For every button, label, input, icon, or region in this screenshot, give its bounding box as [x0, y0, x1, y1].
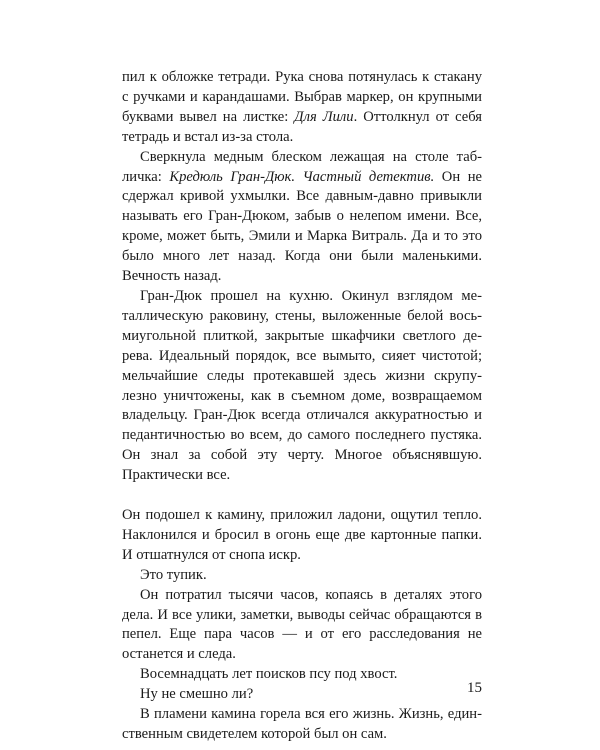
paragraph	[122, 287, 482, 486]
paragraph-text: В пламени камина горела вся его жизнь. Жизнь, единственным свидетелем которой был он сам.	[122, 706, 482, 742]
paragraph-text: Это тупик.	[140, 566, 207, 583]
paragraph-text: пил к обложке тетради. Рука снова потянулась к стакану с ручками и карандашами. Выбрав маркер, он крупными буквами вывел на листке:	[122, 69, 482, 125]
paragraph-text: Он потратил тысячи часов, копаясь в деталях этого дела. И все улики, заметки, выводы сейчас обращаются в пепел. Еще пара часов — и от его расследования не останется и следа.	[122, 586, 482, 663]
paragraph	[122, 506, 482, 566]
paragraph-text: Ну не смешно ли?	[140, 686, 254, 703]
page-number: 15	[467, 680, 482, 696]
paragraph	[122, 148, 482, 287]
italic-text: Кредюль Гран-Дюк. Частный детектив.	[169, 168, 435, 185]
paragraph	[122, 68, 482, 148]
paragraph	[122, 566, 482, 586]
italic-text: Для Лили	[294, 108, 354, 125]
paragraph	[122, 665, 482, 685]
paragraph-text: Восемнадцать лет поисков псу под хвост.	[140, 666, 398, 683]
paragraph-text: Он подошел к камину, приложил ладони, ощутил тепло. Наклонился и бросил в огонь еще две картонные папки. И отшатнулся от снопа искр.	[122, 507, 482, 563]
book-page-text	[122, 68, 482, 745]
paragraph-text: Сверкнула медным блеском лежащая на столе табличка:	[122, 148, 482, 185]
paragraph	[122, 685, 482, 705]
paragraph-text: Он не сдержал кривой ухмылки. Все давным-давно привыкли называть его Гран-Дюком, забыв о нелепом имени. Все, кроме, может быть, Эмили и Марка Витраль. Да и то это было много лет назад. Когда они были маленькими. Вечность назад.	[122, 168, 483, 285]
paragraph	[122, 705, 482, 745]
section-break	[122, 486, 482, 506]
paragraph-text: . Оттолкнул от себя тетрадь и встал из-за стола.	[122, 108, 483, 145]
paragraph	[122, 586, 482, 666]
paragraph-text: Гран-Дюк прошел на кухню. Окинул взглядом металлическую раковину, стены, выложенные белой восьмиугольной плиткой, закрытые шкафчики светлого дерева. Идеальный порядок, все вымыто, сияет чистотой; мельчайшие следы протекавшей здесь жизни скрупулезно уничтожены, как в съемном доме, возвращаемом владельцу. Гран-Дюк всегда отличался аккуратностью и педантичностью во всем, до самого последнего пустяка. Он знал за собой эту черту. Многое объяснявшую. Практически все.	[122, 287, 482, 484]
